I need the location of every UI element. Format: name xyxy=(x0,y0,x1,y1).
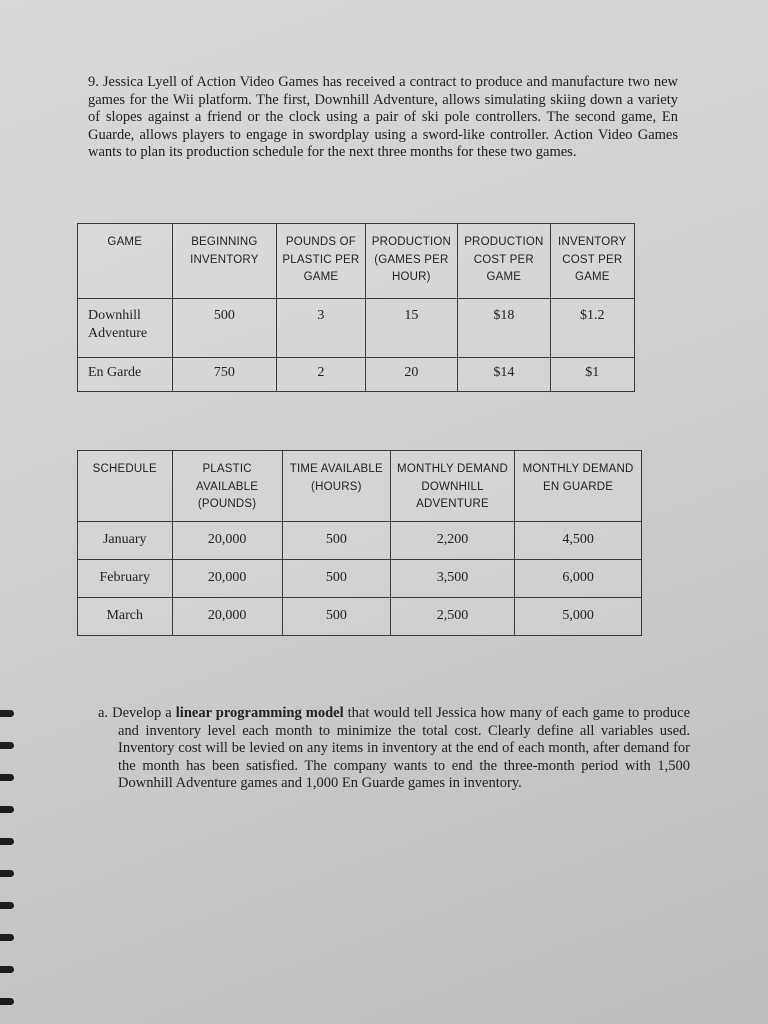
table-cell: 20,000 xyxy=(172,560,282,598)
table-cell: En Garde xyxy=(78,358,173,392)
table-cell: January xyxy=(78,522,173,560)
games-header-cell: POUNDS OF PLASTIC PER GAME xyxy=(277,224,365,299)
games-header-cell: PRODUCTION COST PER GAME xyxy=(458,224,550,299)
problem-number: 9. xyxy=(88,74,99,90)
schedule-header-cell: MONTHLY DEMAND EN GUARDE xyxy=(515,451,642,522)
table-cell: $1.2 xyxy=(550,299,634,358)
part-a-bold-term: linear programming model xyxy=(175,705,344,721)
spiral-binding xyxy=(0,700,22,1024)
table-cell: 3,500 xyxy=(390,560,514,598)
schedule-header-row xyxy=(78,451,642,522)
table-row xyxy=(78,522,642,560)
games-header-row xyxy=(78,224,635,299)
table-cell: March xyxy=(78,598,173,636)
table-row xyxy=(78,358,635,392)
table-cell: 750 xyxy=(172,358,277,392)
schedule-header-cell: SCHEDULE xyxy=(78,451,173,522)
table-row xyxy=(78,299,635,358)
part-a-text-after: that would tell Jessica how many of each game to produce and inventory level each month to minimize the total cost. Clearly define all variables used. Inventory cost will be levied on any items in inventory at the end of each month, after demand for the month has been satisfied. The company wants to end the three-month period with 1,500 Downhill Adventure games and 1,000 En Guarde games in inventory. xyxy=(118,705,691,791)
table-cell: February xyxy=(78,560,173,598)
table-cell: 4,500 xyxy=(515,522,642,560)
table-cell: 2,500 xyxy=(390,598,514,636)
table-cell: 500 xyxy=(282,522,390,560)
table-cell: 500 xyxy=(282,598,390,636)
table-cell: 6,000 xyxy=(515,560,642,598)
schedule-header-cell: MONTHLY DEMAND DOWNHILL ADVENTURE xyxy=(390,451,514,522)
table-cell: 15 xyxy=(365,299,457,358)
problem-statement xyxy=(88,74,678,162)
table-cell: 3 xyxy=(277,299,365,358)
games-table xyxy=(77,223,635,392)
problem-text: Jessica Lyell of Action Video Games has received a contract to produce and manufacture two new games for the Wii platform. The first, Downhill Adventure, allows simulating skiing down a variety of slopes against a friend or the clock using a pair of ski pole controllers. The second game, En Guarde, allows players to engage in swordplay using a sword-like controller. Action Video Games wants to plan its production schedule for the next three months for these two games. xyxy=(88,74,678,160)
games-header-cell: GAME xyxy=(78,224,173,299)
schedule-header-cell: PLASTIC AVAILABLE (POUNDS) xyxy=(172,451,282,522)
table-cell: 20,000 xyxy=(172,598,282,636)
table-cell: 500 xyxy=(172,299,277,358)
table-row xyxy=(78,598,642,636)
table-cell: 20,000 xyxy=(172,522,282,560)
table-cell: 2,200 xyxy=(390,522,514,560)
schedule-table xyxy=(77,450,642,636)
part-a-label: a. xyxy=(98,705,109,721)
table-cell: 5,000 xyxy=(515,598,642,636)
part-a-text-before: Develop a xyxy=(112,705,172,721)
table-cell: 500 xyxy=(282,560,390,598)
textbook-page xyxy=(40,30,740,1010)
games-header-cell: BEGINNING INVENTORY xyxy=(172,224,277,299)
table-cell: $18 xyxy=(458,299,550,358)
table-cell: $14 xyxy=(458,358,550,392)
table-cell: 20 xyxy=(365,358,457,392)
schedule-header-cell: TIME AVAILABLE (HOURS) xyxy=(282,451,390,522)
table-row xyxy=(78,560,642,598)
table-cell: 2 xyxy=(277,358,365,392)
games-header-cell: PRODUCTION (GAMES PER HOUR) xyxy=(365,224,457,299)
table-cell: $1 xyxy=(550,358,634,392)
part-a-question xyxy=(98,705,690,793)
games-header-cell: INVENTORY COST PER GAME xyxy=(550,224,634,299)
table-cell: Downhill Adventure xyxy=(78,299,173,358)
